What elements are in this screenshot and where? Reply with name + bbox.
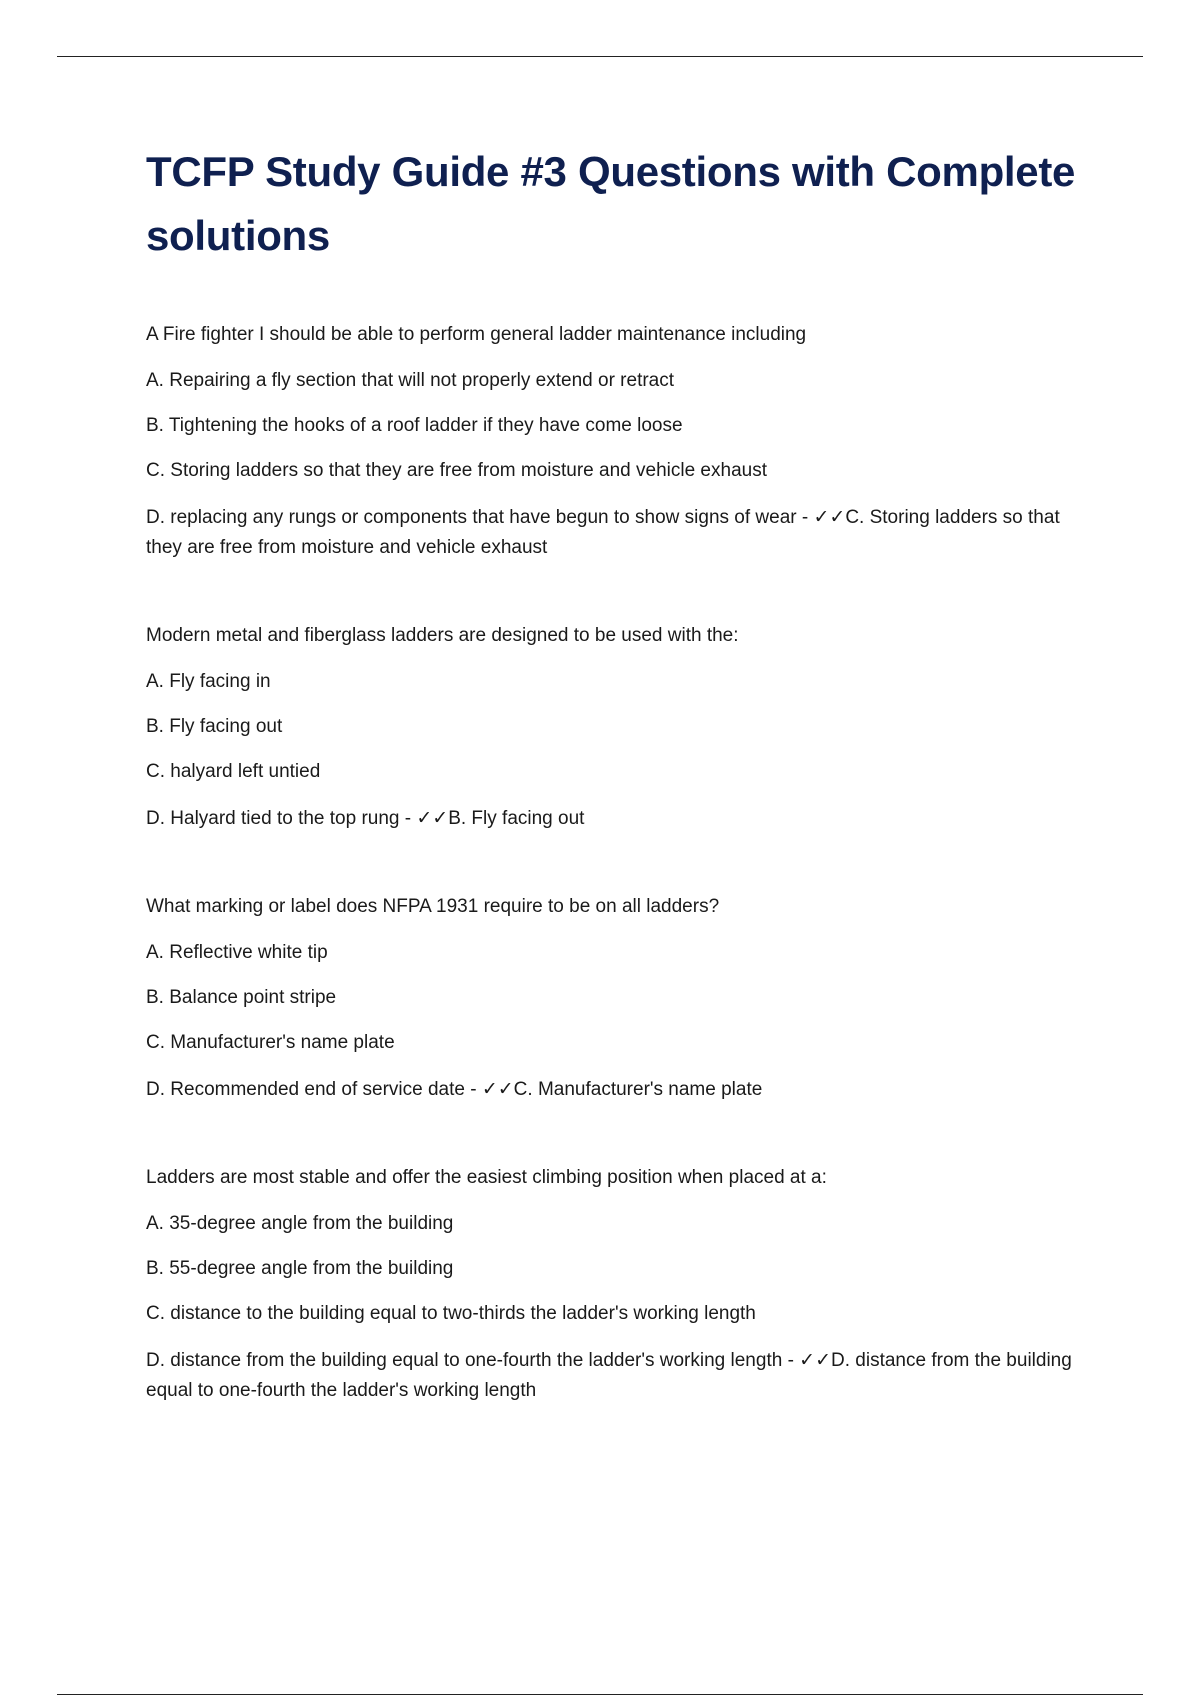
top-rule	[57, 56, 1143, 57]
question-prompt: A Fire fighter I should be able to perform general ladder maintenance including	[146, 324, 807, 345]
answer-option: A. Reflective white tip	[146, 942, 328, 963]
answer-option-with-solution: D. distance from the building equal to one-fourth the ladder's working length - ✓✓D. distance from the building equal to one-fourth the ladder's working length	[146, 1350, 1072, 1401]
document-body	[146, 140, 1080, 1466]
question-prompt: Modern metal and fiberglass ladders are designed to be used with the:	[146, 625, 739, 646]
answer-option: B. Fly facing out	[146, 716, 283, 737]
question-block	[146, 623, 1080, 834]
answer-option: A. Fly facing in	[146, 671, 271, 692]
answer-option: C. distance to the building equal to two-thirds the ladder's working length	[146, 1303, 756, 1324]
answer-option: A. 35-degree angle from the building	[146, 1213, 454, 1234]
question-prompt: Ladders are most stable and offer the easiest climbing position when placed at a:	[146, 1167, 827, 1188]
document-title: TCFP Study Guide #3 Questions with Complete solutions	[146, 148, 1076, 259]
answer-option: A. Repairing a fly section that will not properly extend or retract	[146, 370, 675, 391]
answer-option: C. Manufacturer's name plate	[146, 1032, 395, 1053]
answer-option: B. Tightening the hooks of a roof ladder if they have come loose	[146, 415, 683, 436]
question-block	[146, 322, 1080, 563]
answer-option-with-solution: D. Recommended end of service date - ✓✓C. Manufacturer's name plate	[146, 1079, 763, 1100]
question-block	[146, 894, 1080, 1105]
bottom-rule	[57, 1694, 1143, 1695]
answer-option: B. 55-degree angle from the building	[146, 1258, 454, 1279]
question-prompt: What marking or label does NFPA 1931 require to be on all ladders?	[146, 896, 720, 917]
answer-option: B. Balance point stripe	[146, 987, 337, 1008]
answer-option: C. halyard left untied	[146, 761, 321, 782]
answer-option-with-solution: D. Halyard tied to the top rung - ✓✓B. Fly facing out	[146, 808, 585, 829]
answer-option-with-solution: D. replacing any rungs or components that have begun to show signs of wear - ✓✓C. Storing ladders so that they are free from moisture and vehicle exhaust	[146, 507, 1060, 558]
question-block	[146, 1165, 1080, 1406]
question-list	[146, 322, 1080, 1406]
answer-option: C. Storing ladders so that they are free from moisture and vehicle exhaust	[146, 460, 767, 481]
